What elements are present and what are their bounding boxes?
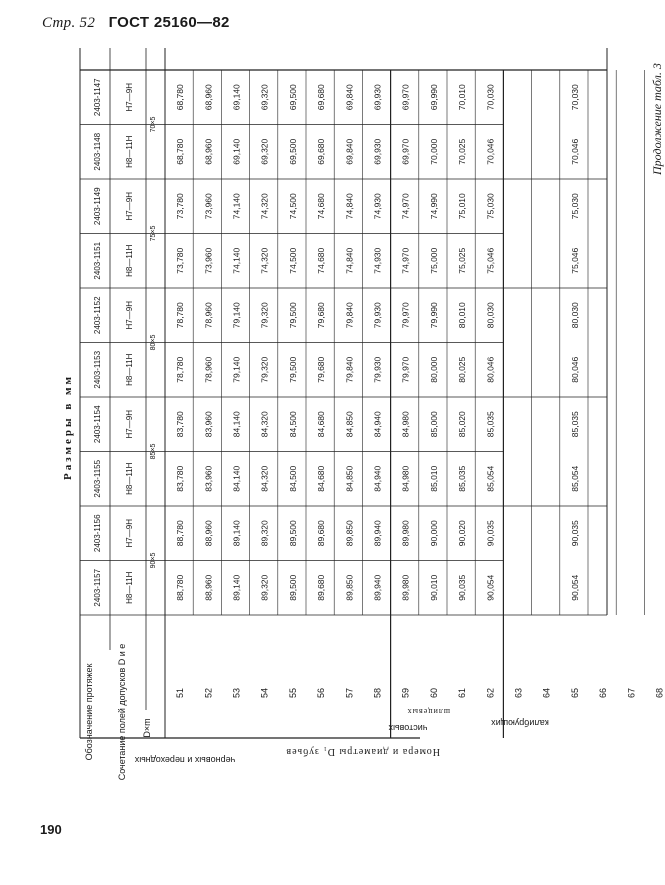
cell-value: 89,680 <box>316 520 327 547</box>
cell-value: 75,030 <box>485 193 496 220</box>
column-code: 2403-1147 <box>93 78 102 117</box>
cell-value: 78,780 <box>175 302 186 329</box>
cell-value: 74,930 <box>372 247 383 274</box>
continuation-label: Продолжение табл. 3 <box>650 63 664 175</box>
cell-value: 74,500 <box>287 247 298 274</box>
cell-value: 90,035 <box>569 520 580 547</box>
cell-value: 88,780 <box>175 574 186 601</box>
cell-value: 90,035 <box>485 520 496 547</box>
cell-value: 68,780 <box>175 138 186 165</box>
cell-value: 84,940 <box>372 411 383 438</box>
cell-value: 69,930 <box>372 84 383 111</box>
cell-value: 84,140 <box>231 411 242 438</box>
dxm-header: D×m <box>142 718 152 738</box>
cell-value: 89,320 <box>259 574 270 601</box>
cell-value: 75,025 <box>457 247 468 274</box>
cell-value: 73,960 <box>203 193 214 220</box>
cell-value: 79,500 <box>287 356 298 383</box>
column-tolerance: H8—11H <box>125 353 134 386</box>
cell-value: 79,930 <box>372 356 383 383</box>
cell-value: 88,960 <box>203 574 214 601</box>
cell-value: 83,780 <box>175 465 186 492</box>
cell-value: 69,320 <box>259 84 270 111</box>
cell-value: 74,840 <box>344 193 355 220</box>
cell-value: 73,960 <box>203 247 214 274</box>
cell-value: 78,960 <box>203 302 214 329</box>
tolerance-combo-header: Сочетание полей допусков D и e <box>117 643 127 781</box>
cell-value: 83,960 <box>203 411 214 438</box>
tooth-number: 59 <box>400 687 411 699</box>
cell-value: 80,030 <box>485 302 496 329</box>
cell-value: 84,500 <box>287 465 298 492</box>
cell-value: 74,970 <box>400 247 411 274</box>
cell-value: 79,990 <box>428 302 439 329</box>
column-code: 2403-1154 <box>93 405 102 444</box>
cell-value: 79,140 <box>231 302 242 329</box>
column-code: 2403-1153 <box>93 350 102 389</box>
cell-value: 79,140 <box>231 356 242 383</box>
cell-value: 84,940 <box>372 465 383 492</box>
cell-value: 84,980 <box>400 411 411 438</box>
column-tolerance: H7—9H <box>125 301 134 330</box>
cell-value: 70,010 <box>457 84 468 111</box>
cell-value: 69,930 <box>372 138 383 165</box>
tooth-number: 63 <box>513 687 524 699</box>
cell-value: 70,025 <box>457 138 468 165</box>
cell-value: 89,140 <box>231 520 242 547</box>
cell-value: 80,046 <box>569 356 580 383</box>
cell-value: 79,840 <box>344 356 355 383</box>
standard-number: ГОСТ 25160—82 <box>108 14 230 31</box>
dxm-value: 75×5 <box>150 225 157 242</box>
column-tolerance: H7—9H <box>125 192 134 221</box>
cell-value: 74,140 <box>231 193 242 220</box>
column-tolerance: H8—11H <box>125 135 134 168</box>
column-tolerance: H8—11H <box>125 244 134 277</box>
cell-value: 69,840 <box>344 84 355 111</box>
column-tolerance: H7—9H <box>125 83 134 112</box>
cell-value: 85,035 <box>485 411 496 438</box>
tooth-number: 62 <box>485 687 496 699</box>
cell-value: 74,320 <box>259 247 270 274</box>
dxm-value: 90×5 <box>150 552 157 569</box>
cell-value: 84,850 <box>344 411 355 438</box>
cell-value: 85,035 <box>457 465 468 492</box>
cell-value: 70,046 <box>485 138 496 165</box>
cell-value: 90,035 <box>457 574 468 601</box>
cell-value: 89,140 <box>231 574 242 601</box>
cell-value: 79,680 <box>316 356 327 383</box>
tooth-number: 54 <box>259 687 270 699</box>
cell-value: 79,970 <box>400 356 411 383</box>
cell-value: 75,030 <box>569 193 580 220</box>
column-tolerance: H7—9H <box>125 410 134 439</box>
cell-value: 85,054 <box>485 465 496 492</box>
cell-value: 74,990 <box>428 193 439 220</box>
cell-value: 84,320 <box>259 411 270 438</box>
tooth-number: 64 <box>541 687 552 699</box>
tooth-number: 55 <box>287 687 298 699</box>
cell-value: 88,960 <box>203 520 214 547</box>
cell-value: 89,320 <box>259 520 270 547</box>
cell-value: 89,500 <box>287 520 298 547</box>
cell-value: 80,010 <box>457 302 468 329</box>
cell-value: 89,680 <box>316 574 327 601</box>
sizes-title: Размеры в мм <box>62 374 74 480</box>
cell-value: 69,990 <box>428 84 439 111</box>
cell-value: 79,680 <box>316 302 327 329</box>
cell-value: 75,010 <box>457 193 468 220</box>
group-finishing-label: чистовых <box>388 723 428 733</box>
cell-value: 84,850 <box>344 465 355 492</box>
cell-value: 89,980 <box>400 574 411 601</box>
cell-value: 84,140 <box>231 465 242 492</box>
cell-value: 70,046 <box>569 138 580 165</box>
column-code: 2403-1156 <box>93 514 102 553</box>
cell-value: 79,320 <box>259 356 270 383</box>
column-tolerance: H8—11H <box>125 462 134 495</box>
cell-value: 79,840 <box>344 302 355 329</box>
column-code: 2403-1151 <box>93 241 102 280</box>
cell-value: 74,320 <box>259 193 270 220</box>
tooth-number: 61 <box>457 687 468 699</box>
dxm-value: 70×5 <box>150 116 157 133</box>
cell-value: 69,680 <box>316 84 327 111</box>
cell-value: 69,970 <box>400 138 411 165</box>
cell-value: 74,140 <box>231 247 242 274</box>
cell-value: 74,930 <box>372 193 383 220</box>
cell-value: 90,054 <box>569 574 580 601</box>
column-code: 2403-1157 <box>93 568 102 607</box>
cell-value: 79,970 <box>400 302 411 329</box>
column-tolerance: H7—9H <box>125 519 134 548</box>
teeth-numbers-label: Номера и диаметры D₁ зубьев <box>285 746 440 757</box>
cell-value: 79,930 <box>372 302 383 329</box>
cell-value: 85,054 <box>569 465 580 492</box>
cell-value: 75,046 <box>569 247 580 274</box>
cell-value: 84,500 <box>287 411 298 438</box>
cell-value: 85,020 <box>457 411 468 438</box>
cell-value: 68,960 <box>203 84 214 111</box>
cell-value: 78,960 <box>203 356 214 383</box>
cell-value: 88,780 <box>175 520 186 547</box>
dxm-value: 80×5 <box>150 334 157 351</box>
cell-value: 78,780 <box>175 356 186 383</box>
cell-value: 74,680 <box>316 193 327 220</box>
tooth-number: 56 <box>316 687 327 699</box>
cell-value: 83,780 <box>175 411 186 438</box>
cell-value: 69,500 <box>287 138 298 165</box>
cell-value: 75,000 <box>428 247 439 274</box>
tooth-number: 52 <box>203 687 214 699</box>
cell-value: 84,320 <box>259 465 270 492</box>
cell-value: 74,970 <box>400 193 411 220</box>
cell-value: 73,780 <box>175 193 186 220</box>
tooth-number: 68 <box>654 687 665 699</box>
broach-designation-header: Обозначение протяжек <box>84 663 94 761</box>
group-calibrating-label: калибрующих <box>491 718 549 728</box>
cell-value: 89,850 <box>344 574 355 601</box>
cell-value: 69,840 <box>344 138 355 165</box>
cell-value: 74,500 <box>287 193 298 220</box>
cell-value: 69,140 <box>231 138 242 165</box>
cell-value: 80,000 <box>428 356 439 383</box>
tooth-number: 65 <box>569 687 580 699</box>
cell-value: 80,030 <box>569 302 580 329</box>
cell-value: 74,680 <box>316 247 327 274</box>
cell-value: 80,025 <box>457 356 468 383</box>
cell-value: 89,850 <box>344 520 355 547</box>
cell-value: 69,970 <box>400 84 411 111</box>
cell-value: 90,020 <box>457 520 468 547</box>
page-label: Стр. 52 <box>42 15 96 31</box>
tooth-number: 51 <box>175 687 186 699</box>
cell-value: 89,500 <box>287 574 298 601</box>
cell-value: 70,000 <box>428 138 439 165</box>
cell-value: 69,500 <box>287 84 298 111</box>
cell-value: 80,046 <box>485 356 496 383</box>
cell-value: 90,054 <box>485 574 496 601</box>
cell-value: 84,680 <box>316 411 327 438</box>
column-code: 2403-1149 <box>93 187 102 226</box>
cell-value: 79,500 <box>287 302 298 329</box>
column-code: 2403-1152 <box>93 296 102 335</box>
cell-value: 69,680 <box>316 138 327 165</box>
cell-value: 74,840 <box>344 247 355 274</box>
column-code: 2403-1148 <box>93 132 102 171</box>
tooth-number: 60 <box>428 687 439 699</box>
cell-value: 68,960 <box>203 138 214 165</box>
tooth-number: 57 <box>344 687 355 699</box>
tooth-number: 66 <box>598 687 609 699</box>
page-number: 190 <box>40 822 62 837</box>
spline-label: шлицевых <box>406 707 450 716</box>
cell-value: 73,780 <box>175 247 186 274</box>
cell-value: 69,320 <box>259 138 270 165</box>
cell-value: 79,320 <box>259 302 270 329</box>
tooth-number: 53 <box>231 687 242 699</box>
cell-value: 85,000 <box>428 411 439 438</box>
cell-value: 84,980 <box>400 465 411 492</box>
cell-value: 89,980 <box>400 520 411 547</box>
tooth-number: 58 <box>372 687 383 699</box>
cell-value: 70,030 <box>569 84 580 111</box>
dxm-value: 85×5 <box>150 443 157 460</box>
cell-value: 90,000 <box>428 520 439 547</box>
cell-value: 84,680 <box>316 465 327 492</box>
tooth-number: 67 <box>626 687 637 699</box>
cell-value: 85,010 <box>428 465 439 492</box>
group-roughing-label: черновых и переходных <box>134 755 236 765</box>
cell-value: 89,940 <box>372 574 383 601</box>
cell-value: 70,030 <box>485 84 496 111</box>
cell-value: 68,780 <box>175 84 186 111</box>
column-code: 2403-1155 <box>93 459 102 498</box>
cell-value: 85,035 <box>569 411 580 438</box>
cell-value: 83,960 <box>203 465 214 492</box>
column-tolerance: H8—11H <box>125 571 134 604</box>
cell-value: 75,046 <box>485 247 496 274</box>
cell-value: 89,940 <box>372 520 383 547</box>
cell-value: 90,010 <box>428 574 439 601</box>
cell-value: 69,140 <box>231 84 242 111</box>
